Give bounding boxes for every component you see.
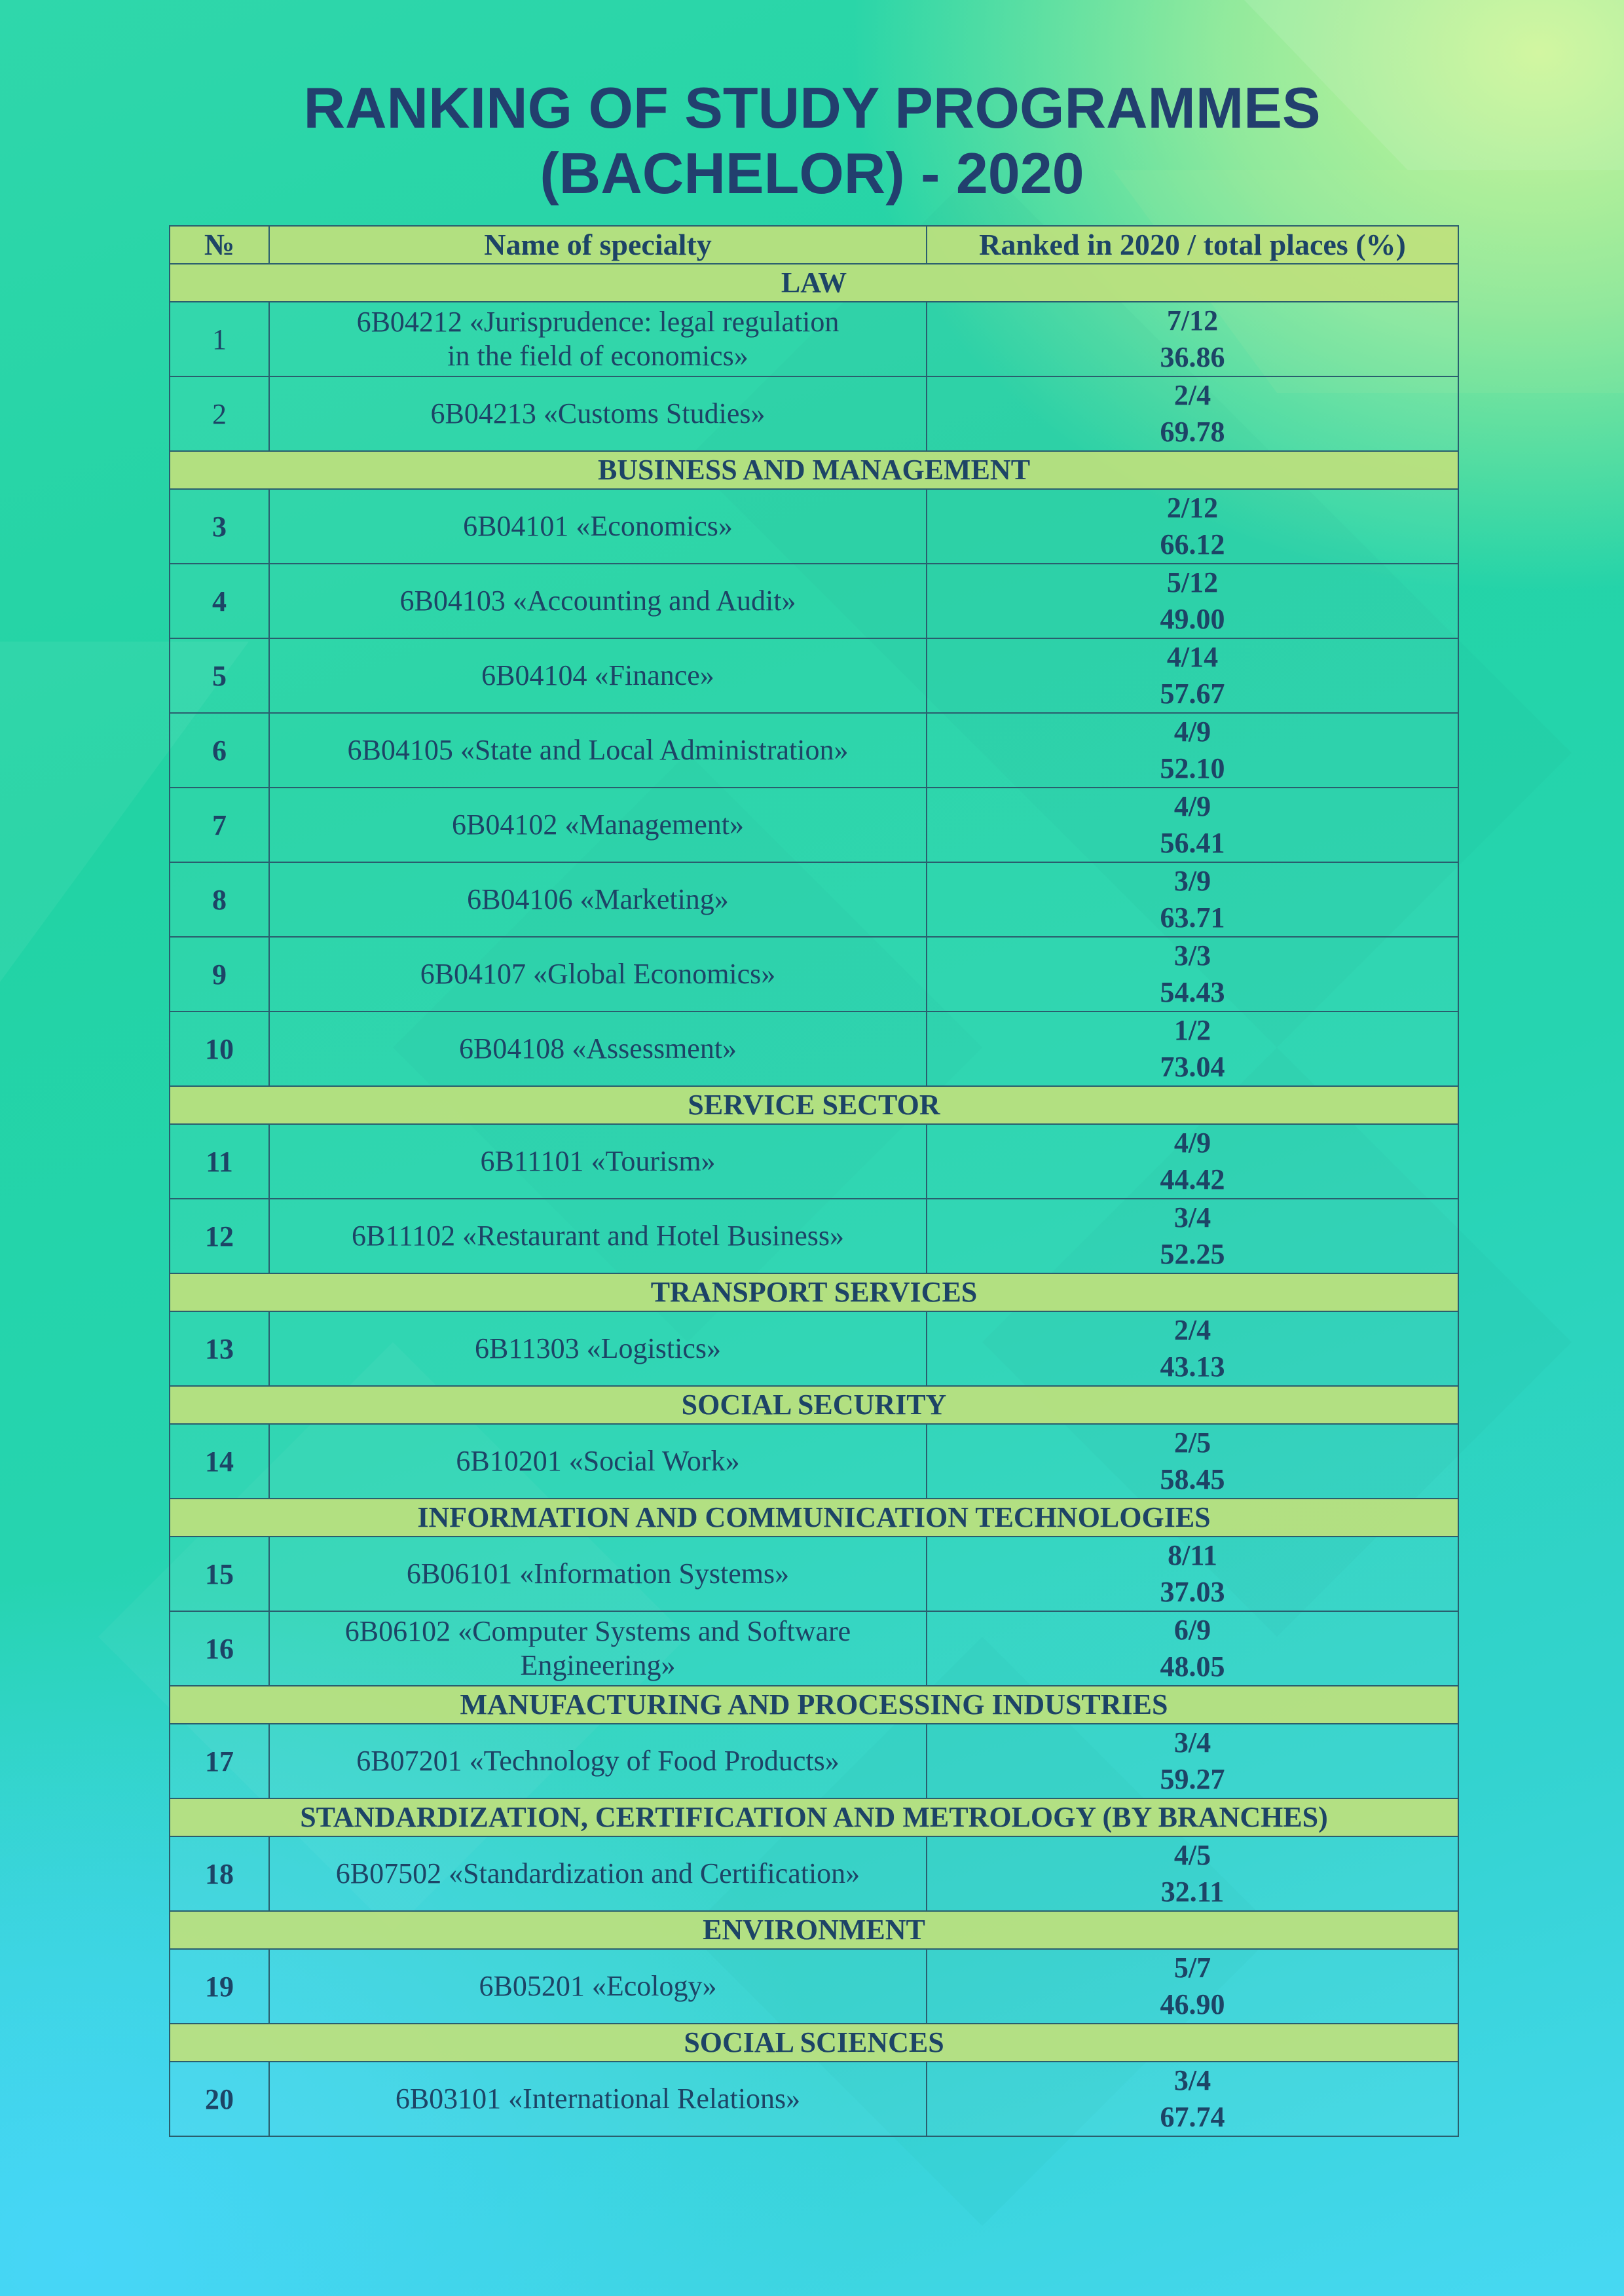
- rank-cell: [927, 788, 1458, 862]
- rank-percent: 49.00: [1160, 603, 1225, 635]
- rank-percent: 48.05: [1160, 1650, 1225, 1683]
- specialty-name: [269, 1424, 927, 1499]
- section-title: MANUFACTURING AND PROCESSING INDUSTRIES: [170, 1686, 1458, 1724]
- row-number: 11: [170, 1124, 269, 1199]
- rank-position: 4/9: [1173, 1127, 1211, 1159]
- table-row: [170, 2062, 1458, 2136]
- section-header-row: [170, 1798, 1458, 1836]
- rank-cell: [927, 937, 1458, 1011]
- specialty-name-line: 6B04102 «Management»: [451, 809, 745, 841]
- row-number: 15: [170, 1537, 269, 1611]
- rank-percent: 46.90: [1160, 1988, 1225, 2020]
- specialty-name: [269, 1311, 927, 1386]
- row-number: 3: [170, 489, 269, 564]
- section-header-row: [170, 1086, 1458, 1124]
- section-header-row: [170, 1386, 1458, 1424]
- specialty-name: [269, 489, 927, 564]
- row-number: 9: [170, 937, 269, 1011]
- table-row: [170, 1199, 1458, 1273]
- specialty-name-line: 6B03101 «International Relations»: [395, 2083, 801, 2115]
- specialty-name-line: 6B11303 «Logistics»: [474, 1332, 722, 1364]
- rank-position: 6/9: [1173, 1614, 1211, 1646]
- specialty-name: [269, 788, 927, 862]
- specialty-name: [269, 1724, 927, 1798]
- specialty-name: [269, 1611, 927, 1686]
- specialty-name-line: 6B04106 «Marketing»: [467, 883, 729, 915]
- section-title: SERVICE SECTOR: [170, 1086, 1458, 1124]
- table-header-row: [170, 226, 1458, 264]
- section-title: ENVIRONMENT: [170, 1911, 1458, 1949]
- specialty-name-line: in the field of economics»: [447, 340, 748, 372]
- header-number: №: [170, 226, 269, 264]
- rank-cell: [927, 1836, 1458, 1911]
- table-row: [170, 638, 1458, 713]
- row-number: 12: [170, 1199, 269, 1273]
- row-number: 18: [170, 1836, 269, 1911]
- row-number: 2: [170, 376, 269, 451]
- table-row: [170, 862, 1458, 937]
- rank-position: 1/2: [1173, 1014, 1211, 1046]
- rank-percent: 69.78: [1160, 416, 1225, 448]
- rank-cell: [927, 1124, 1458, 1199]
- header-ranked: Ranked in 2020 / total places (%): [927, 226, 1458, 264]
- table-row: [170, 302, 1458, 376]
- header-specialty: Name of specialty: [269, 226, 927, 264]
- table-row: [170, 1724, 1458, 1798]
- rank-cell: [927, 376, 1458, 451]
- rank-position: 4/9: [1173, 716, 1211, 748]
- section-header-row: [170, 264, 1458, 302]
- rank-cell: [927, 1424, 1458, 1499]
- rank-position: 2/12: [1166, 492, 1219, 524]
- rank-position: 3/4: [1173, 2064, 1211, 2096]
- rank-position: 3/3: [1173, 939, 1211, 972]
- specialty-name: [269, 564, 927, 638]
- rank-cell: [927, 638, 1458, 713]
- rank-percent: 52.10: [1160, 752, 1225, 784]
- specialty-name: [269, 1836, 927, 1911]
- rank-cell: [927, 1724, 1458, 1798]
- rank-percent: 57.67: [1160, 678, 1225, 710]
- section-header-row: [170, 1686, 1458, 1724]
- rank-cell: [927, 1611, 1458, 1686]
- row-number: 17: [170, 1724, 269, 1798]
- rank-position: 2/4: [1173, 1314, 1211, 1346]
- specialty-name-line: 6B04212 «Jurisprudence: legal regulation: [356, 306, 840, 338]
- specialty-name: [269, 937, 927, 1011]
- table-row: [170, 1836, 1458, 1911]
- rank-position: 5/12: [1166, 566, 1219, 598]
- row-number: 20: [170, 2062, 269, 2136]
- specialty-name-line: 6B07201 «Technology of Food Products»: [356, 1745, 840, 1777]
- specialty-name-line: 6B04108 «Assessment»: [458, 1032, 737, 1065]
- specialty-name-line: 6B04104 «Finance»: [481, 659, 714, 691]
- rank-position: 2/4: [1173, 379, 1211, 411]
- row-number: 19: [170, 1949, 269, 2024]
- row-number: 8: [170, 862, 269, 937]
- specialty-name: [269, 1537, 927, 1611]
- specialty-name-line: 6B05201 «Ecology»: [479, 1970, 717, 2002]
- specialty-name-line: 6B04101 «Economics»: [463, 510, 733, 542]
- table-row: [170, 1537, 1458, 1611]
- row-number: 14: [170, 1424, 269, 1499]
- rank-cell: [927, 862, 1458, 937]
- section-header-row: [170, 1499, 1458, 1537]
- rank-percent: 36.86: [1160, 341, 1225, 373]
- row-number: 6: [170, 713, 269, 788]
- rank-position: 4/9: [1173, 790, 1211, 822]
- rank-cell: [927, 564, 1458, 638]
- specialty-name-line: Engineering»: [520, 1649, 676, 1681]
- section-header-row: [170, 1273, 1458, 1311]
- rank-percent: 73.04: [1160, 1051, 1225, 1083]
- row-number: 16: [170, 1611, 269, 1686]
- rank-cell: [927, 713, 1458, 788]
- rank-percent: 58.45: [1160, 1463, 1225, 1495]
- specialty-name: [269, 862, 927, 937]
- rank-percent: 63.71: [1160, 902, 1225, 934]
- rank-percent: 54.43: [1160, 976, 1225, 1008]
- section-title: INFORMATION AND COMMUNICATION TECHNOLOGIES: [170, 1499, 1458, 1537]
- specialty-name-line: 6B04213 «Customs Studies»: [430, 397, 766, 429]
- table-row: [170, 713, 1458, 788]
- specialty-name: [269, 713, 927, 788]
- specialty-name-line: 6B11102 «Restaurant and Hotel Business»: [352, 1220, 844, 1252]
- row-number: 5: [170, 638, 269, 713]
- rank-position: 2/5: [1173, 1427, 1211, 1459]
- rank-cell: [927, 489, 1458, 564]
- table-row: [170, 489, 1458, 564]
- rank-cell: [927, 302, 1458, 376]
- section-title: STANDARDIZATION, CERTIFICATION AND METROLOGY (BY BRANCHES): [170, 1798, 1458, 1836]
- rank-percent: 67.74: [1160, 2101, 1225, 2133]
- rank-percent: 56.41: [1160, 827, 1225, 859]
- specialty-name: [269, 302, 927, 376]
- rank-cell: [927, 1537, 1458, 1611]
- table-row: [170, 1949, 1458, 2024]
- specialty-name: [269, 1949, 927, 2024]
- section-title: LAW: [170, 264, 1458, 302]
- specialty-name: [269, 376, 927, 451]
- row-number: 10: [170, 1011, 269, 1086]
- rank-position: 3/4: [1173, 1726, 1211, 1758]
- section-title: TRANSPORT SERVICES: [170, 1273, 1458, 1311]
- row-number: 4: [170, 564, 269, 638]
- rank-position: 3/4: [1173, 1201, 1211, 1233]
- section-header-row: [170, 451, 1458, 489]
- table-row: [170, 564, 1458, 638]
- specialty-name: [269, 638, 927, 713]
- rank-percent: 66.12: [1160, 528, 1225, 560]
- section-title: SOCIAL SECURITY: [170, 1386, 1458, 1424]
- specialty-name-line: 6B07502 «Standardization and Certification»: [335, 1857, 860, 1889]
- rank-percent: 44.42: [1160, 1163, 1225, 1195]
- rank-percent: 43.13: [1160, 1351, 1225, 1383]
- specialty-name: [269, 1011, 927, 1086]
- rank-cell: [927, 1949, 1458, 2024]
- rank-percent: 52.25: [1160, 1238, 1225, 1270]
- table-row: [170, 1011, 1458, 1086]
- row-number: 7: [170, 788, 269, 862]
- rank-position: 4/5: [1173, 1839, 1211, 1871]
- section-title: BUSINESS AND MANAGEMENT: [170, 451, 1458, 489]
- row-number: 13: [170, 1311, 269, 1386]
- ranking-table: [169, 225, 1459, 2137]
- rank-cell: [927, 2062, 1458, 2136]
- rank-position: 7/12: [1166, 304, 1219, 337]
- rank-position: 3/9: [1173, 865, 1211, 897]
- specialty-name-line: 6B04107 «Global Economics»: [420, 958, 776, 990]
- table-row: [170, 937, 1458, 1011]
- rank-percent: 37.03: [1160, 1576, 1225, 1608]
- rank-position: 4/14: [1166, 641, 1219, 673]
- rank-cell: [927, 1199, 1458, 1273]
- table-row: [170, 1611, 1458, 1686]
- rank-cell: [927, 1311, 1458, 1386]
- table-row: [170, 1124, 1458, 1199]
- section-header-row: [170, 2024, 1458, 2062]
- specialty-name: [269, 1124, 927, 1199]
- specialty-name-line: 6B06102 «Computer Systems and Software: [344, 1615, 851, 1647]
- specialty-name-line: 6B04105 «State and Local Administration»: [347, 734, 849, 766]
- specialty-name-line: 6B11101 «Tourism»: [480, 1145, 716, 1177]
- rank-percent: 59.27: [1160, 1763, 1225, 1795]
- specialty-name: [269, 2062, 927, 2136]
- rank-position: 8/11: [1168, 1539, 1217, 1571]
- title-line-1: RANKING OF STUDY PROGRAMMES: [303, 75, 1321, 140]
- specialty-name-line: 6B06101 «Information Systems»: [406, 1558, 790, 1590]
- specialty-name: [269, 1199, 927, 1273]
- rank-position: 5/7: [1173, 1952, 1211, 1984]
- row-number: 1: [170, 302, 269, 376]
- page-title: [0, 75, 1624, 206]
- title-line-2: (BACHELOR) - 2020: [540, 141, 1084, 206]
- rank-percent: 32.11: [1160, 1876, 1225, 1908]
- table-row: [170, 376, 1458, 451]
- rank-cell: [927, 1011, 1458, 1086]
- table-row: [170, 1424, 1458, 1499]
- table-row: [170, 788, 1458, 862]
- table-row: [170, 1311, 1458, 1386]
- specialty-name-line: 6B10201 «Social Work»: [456, 1445, 740, 1477]
- section-title: SOCIAL SCIENCES: [170, 2024, 1458, 2062]
- section-header-row: [170, 1911, 1458, 1949]
- specialty-name-line: 6B04103 «Accounting and Audit»: [399, 585, 796, 617]
